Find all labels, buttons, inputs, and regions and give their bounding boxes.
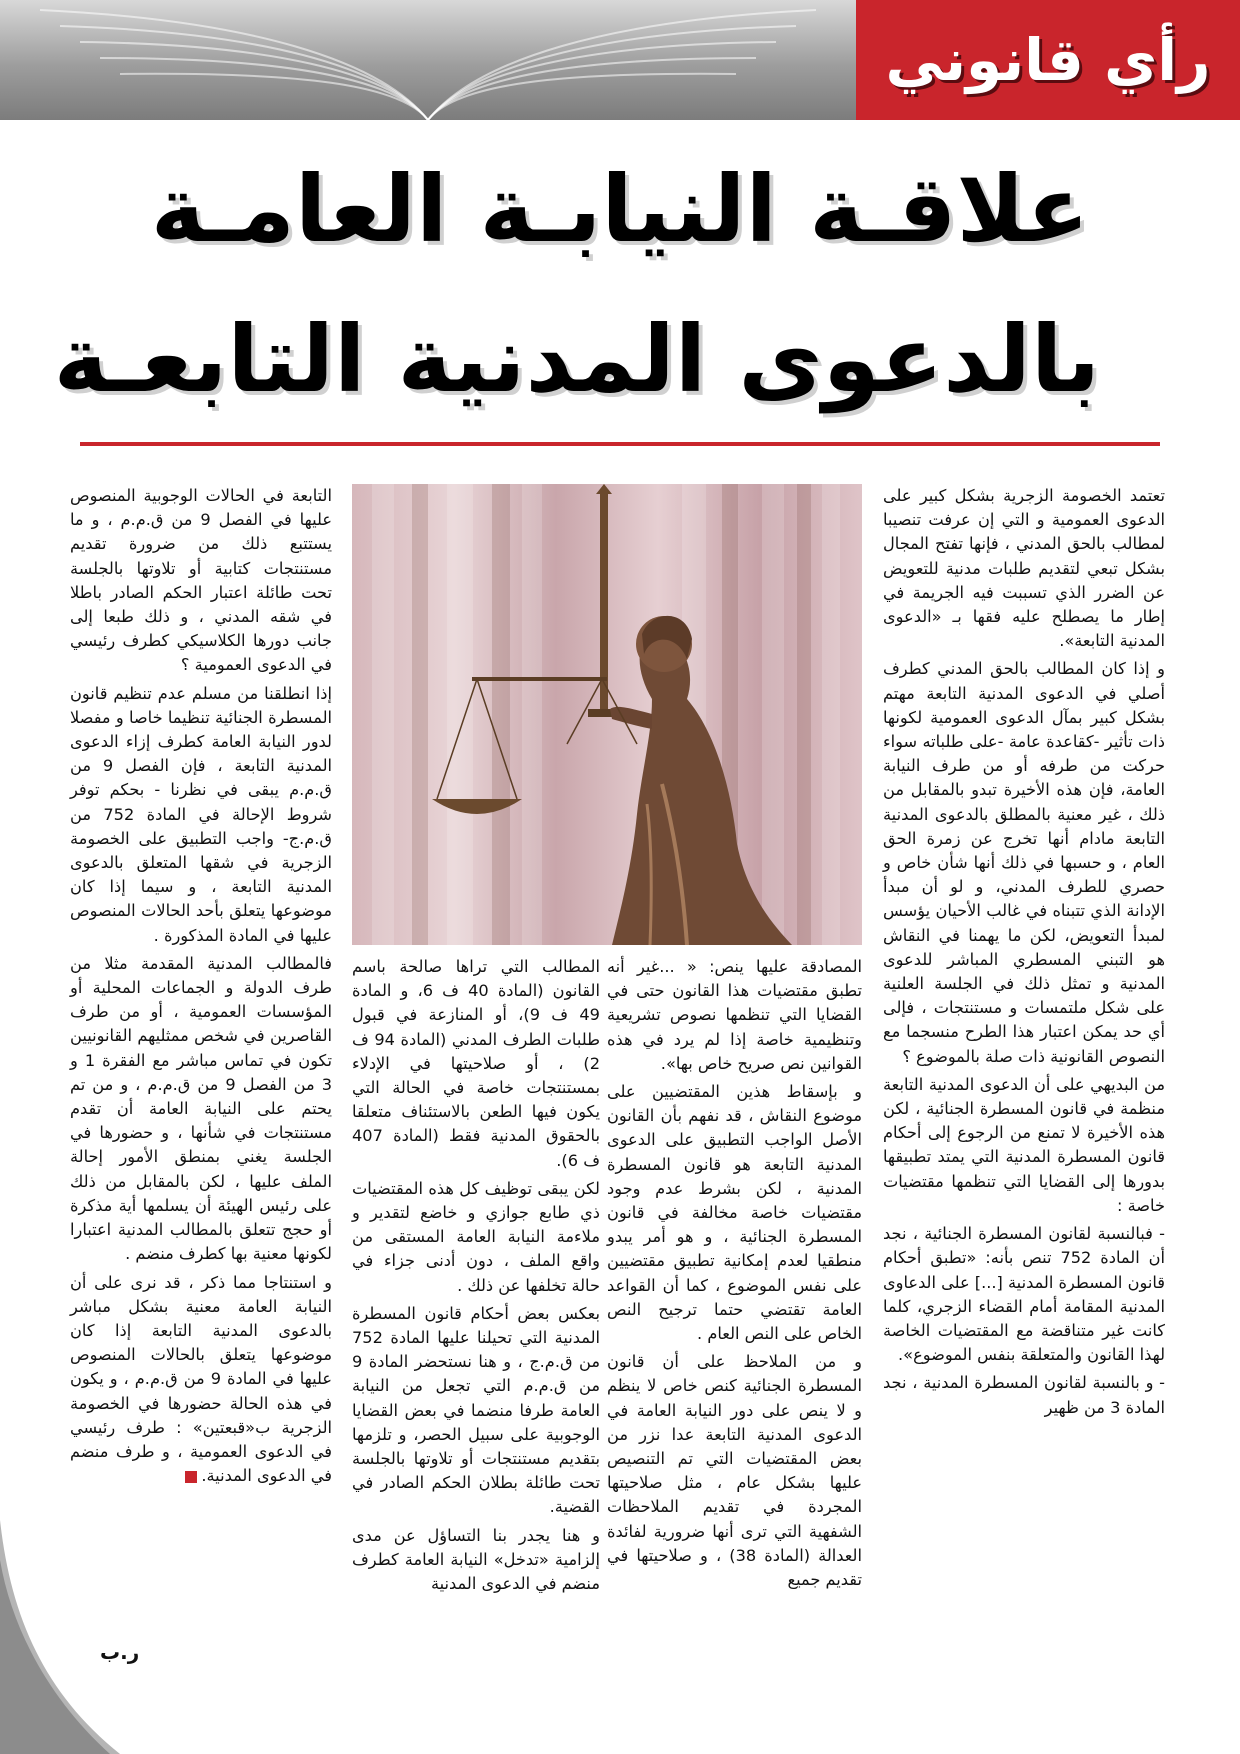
paragraph (70, 1271, 332, 1489)
paragraph: من البديهي على أن الدعوى المدنية التابعة منظمة في قانون المسطرة الجنائية ، لكن هذه الأخيرة لا تمنع من الرجوع إلى أحكام قانون المسطرة المدنية التي يمتد تطبيقها بدورها إلى القضايا التي تنظمها مقتضيات خاصة : (883, 1074, 1165, 1215)
column-middle-right (607, 955, 862, 1596)
paragraph: بعكس بعض أحكام قانون المسطرة المدنية التي تحيلنا عليها المادة 752 من ق.م.ج ، و هنا نستحضر المادة 9 من ق.م.م التي تجعل من النيابة العامة طرفا منضما في بعض القضايا الوجوبية على سبيل الحصر، و تلزمها بتقديم مستنتجات أو تلاوتها بالجلسة تحت طائلة بطلان الحكم الصادر في القضية. (352, 1303, 600, 1517)
paragraph: و من الملاحظ على أن قانون المسطرة الجنائية كنص خاص لا ينظم و لا ينص على دور النيابة العامة في الدعوى المدنية التابعة عدا نزر من بعض المقتضيات التي تم التنصيص عليها بشكل عام ، مثل صلاحيتها المجردة في تقديم الملاحظات الشفهية التي ترى أنها ضرورية لفائدة العدالة (المادة 38) ، و صلاحيتها في تقديم جميع (607, 1352, 862, 1590)
paragraph: فالمطالب المدنية المقدمة مثلا من طرف الدولة و الجماعات المحلية أو المؤسسات العمومية ، أو من طرف القاصرين في شخص ممثليهم القانونيين تكون في تماس مباشر مع الفقرة 1 و 3 من الفصل 9 من ق.م.م ، و من تم يحتم على النيابة العامة أن تقدم مستنتجات في شأنها ، و حضورها في الجلسة يغني بمنطق الأمور إحالة الملف عليها ، لكن بالمقابل من ذلك على رئيس الهيئة أن يسلمها أية مذكرة أو حجج تتعلق بالمطالب المدنية اعتبارا لكونها معنية بها كطرف منضم . (70, 953, 333, 1264)
column-middle-left (352, 955, 600, 1600)
title-line-2: بالدعوى المدنية التابعـة (53, 306, 1100, 413)
title-divider (80, 442, 1160, 446)
paragraph: و بإسقاط هذين المقتضيين على موضوع النقاش ، قد نفهم بأن القانون الأصل الواجب التطبيق على الدعوى المدنية التابعة هو قانون المسطرة المدنية ، لكن بشرط عدم وجود مقتضيات خاصة مخالفة في قانون المسطرة الجنائية ، و هو أمر يبدو منطقيا لعدم إمكانية تطبيق مقتضيين على نفس الموضوع ، كما أن القواعد العامة تقتضي حتما ترجيح النص الخاص على النص العام . (607, 1082, 862, 1344)
column-right (883, 484, 1165, 1424)
author-initials: ر.ب (100, 1640, 140, 1664)
section-tab (856, 0, 1240, 120)
paragraph: و إذا كان المطالب بالحق المدني كطرف أصلي في الدعوى المدنية التابعة مهتم بشكل كبير بمآل الدعوى العمومية لكونها ذات تأثير -كقاعدة عامة -على طلباته سواء حركت من طرفه أو من طرف النيابة العامة، فإن هذه الأخيرة تبدو بالمقابل من ذلك ، غير معنية بالمطلق بالدعوى المدنية التابعة مادام أنها تخرج عن زمرة الحق العام ، و حسبها في ذلك أنها شأن خاص و حصري للطرف المدني، و لو أن مبدأ الإدانة الذي تتبناه في غالب الأحيان يؤسس لمبدأ التعويض، لكن ما يهمنا في النقاش هو التبني المسطري المباشر للدعوى المدنية و تمثل ذلك في الجلسة العلنية على شكل ملتمسات و مستنتجات ، فإلى أي حد يمكن اعتبار هذا الطرح منسجما مع النصوص القانونية ذات صلة بالموضوع ؟ (883, 659, 1165, 1066)
paragraph: التابعة في الحالات الوجوبية المنصوص عليها في الفصل 9 من ق.م.م ، و ما يستتبع ذلك من ضرورة تقديم مستنتجات كتابية أو تلاوتها بالجلسة تحت طائلة اعتبار الحكم الصادر باطلا في شقه المدني ، و ذلك طبعا إلى جانب دورها الكلاسيكي كطرف رئيسي في الدعوى العمومية ؟ (70, 486, 332, 675)
paragraph: المطالب التي تراها صالحة باسم القانون (المادة 40 ف 6، و المادة 49 ف 9)، أو المنازعة في قبول طلبات الطرف المدني (المادة 94 ف 2) ، أو صلاحيتها في الإدلاء بمستنتجات خاصة في الحالة التي يكون فيها الطعن بالاستئناف متعلقا بالحقوق المدنية فقط (المادة 407 ف 6). (352, 957, 600, 1170)
paragraph: المصادقة عليها ينص: « ...غير أنه تطبق مقتضيات هذا القانون حتى في القضايا التي تنظمها نصوص تشريعية وتنظيمية خاصة إذا لم يرد في هذه القوانين نص صريح خاص بها». (607, 957, 862, 1073)
justice-statue-photo (352, 484, 862, 945)
article-title (53, 135, 1100, 435)
header-band (0, 0, 1240, 120)
title-line-1: علاقـة النيابـة العامـة (150, 156, 1090, 263)
paragraph: تعتمد الخصومة الزجرية بشكل كبير على الدعوى العمومية و التي إن عرفت تنصيبا لمطالب بالحق المدني ، فإنها تفتح المجال بشكل تبعي لتقديم طلبات مدنية للتعويض عن الضرر الذي تسببت فيه الجريمة في إطار ما يصطلح عليه فقها بـ «الدعوى المدنية التابعة». (883, 486, 1165, 651)
paragraph-text: و استنتاجا مما ذكر ، قد نرى على أن النيابة العامة معنية بشكل مباشر بالدعوى المدنية التابعة إذا كان موضوعها يتعلق بالحالات المنصوص عليها في المادة 9 من ق.م.م ، و يكون في هذه الحالة حضورها في الخصومة الزجرية ب«قبعتين» : طرف رئيسي في الدعوى العمومية ، و طرف منضم في الدعوى المدنية. (70, 1272, 332, 1486)
justice-statue-icon (352, 484, 862, 945)
paragraph: لكن يبقى توظيف كل هذه المقتضيات ذي طابع جوازي و خاضع لتقدير و ملاءمة النيابة العامة المستقى من واقع الملف ، دون أدنى جزاء في حالة تخلفها عن ذلك . (352, 1178, 600, 1295)
page-curl-icon (0, 1520, 120, 1754)
paragraph: - و بالنسبة لقانون المسطرة المدنية ، نجد المادة 3 من ظهير (883, 1373, 1165, 1417)
open-book-graphic (0, 0, 856, 120)
section-label: رأي قانوني (885, 26, 1211, 94)
paragraph: - فبالنسبة لقانون المسطرة الجنائية ، نجد أن المادة 752 تنص بأنه: «تطبق أحكام قانون المسطرة المدنية [...] على الدعاوى المدنية المقامة أمام القضاء الزجري، كلما كانت غير متناقضة مع المقتضيات الخاصة لهذا القانون والمتعلقة بنفس الموضوع». (882, 1224, 1165, 1365)
column-left (70, 484, 332, 1492)
end-of-article-icon (185, 1471, 197, 1483)
paragraph: و هنا يجدر بنا التساؤل عن مدى إلزامية «تدخل» النيابة العامة كطرف منضم في الدعوى المدنية (352, 1525, 600, 1594)
paragraph: إذا انطلقنا من مسلم عدم تنظيم قانون المسطرة الجنائية تنظيما خاصا و مفصلا لدور النيابة العامة كطرف إزاء الدعوى المدنية التابعة ، فإن الفصل 9 من ق.م.م يبقى في نظرنا - بحكم توفر شروط الإحالة في المادة 752 من ق.م.ج- واجب التطبيق على الخصومة الزجرية في شقها المتعلق بالدعوى المدنية التابعة ، و سيما إذا كان موضوعها يتعلق بأحد الحالات المنصوص عليها في المادة المذكورة . (70, 683, 332, 945)
